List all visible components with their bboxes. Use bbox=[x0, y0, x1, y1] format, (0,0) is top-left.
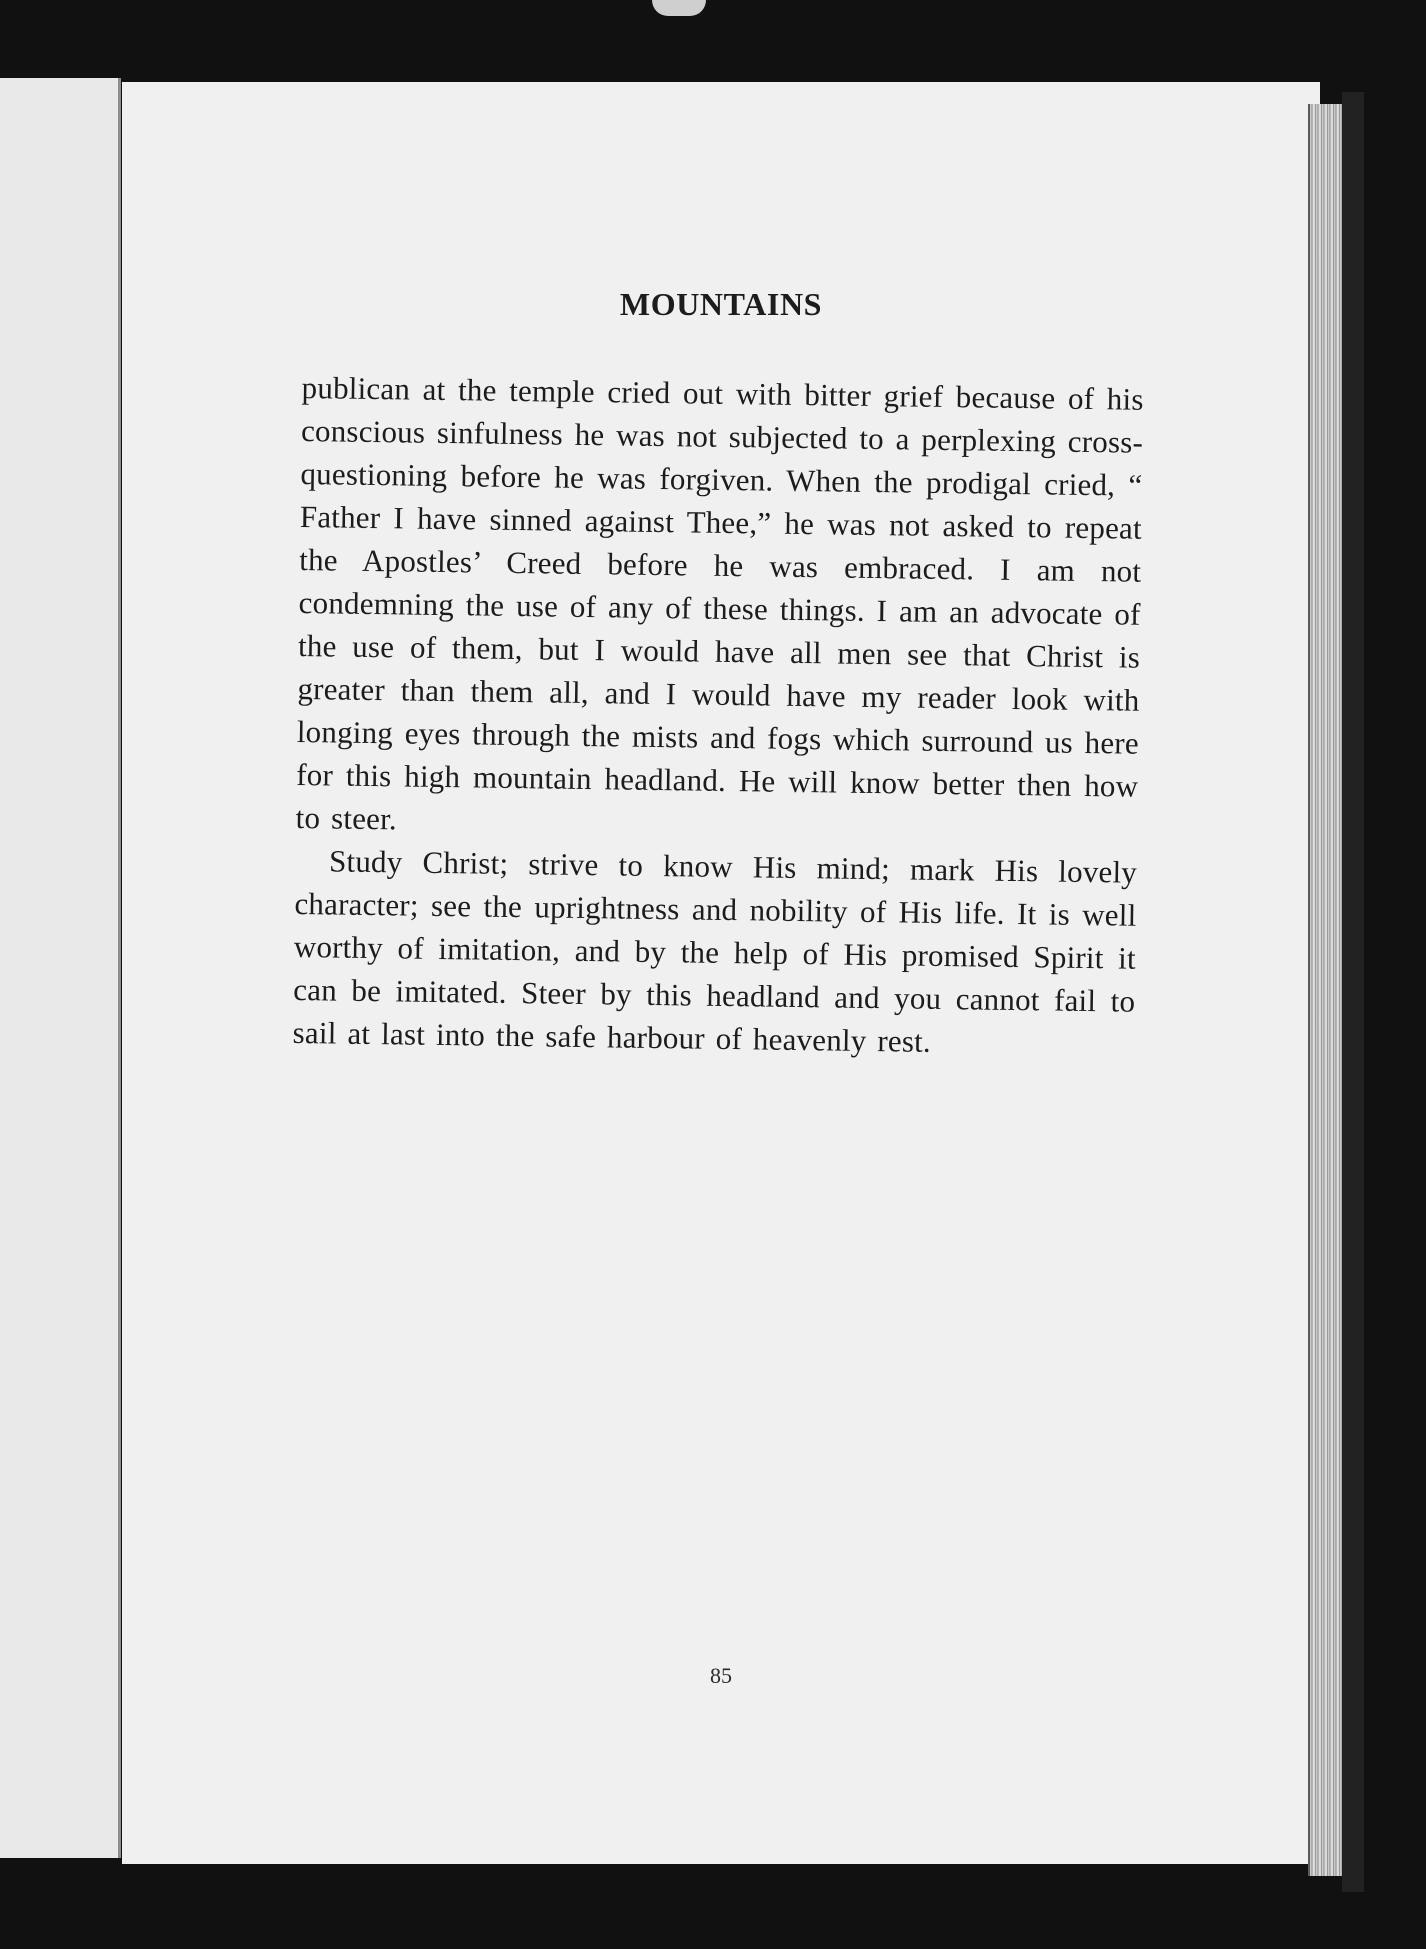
page-number: 85 bbox=[710, 1663, 732, 1688]
body-text bbox=[292, 366, 1144, 1066]
paragraph: Study Christ; strive to know His mind; mark His lovely character; see the uprightness and nobility of His life. It is well worthy of imitation, and by the help of His promised Spirit it can be imitated. Steer by this headland and you cannot fail to sail at last into the safe harbour of heavenly rest. bbox=[292, 843, 1138, 1059]
facing-page bbox=[0, 78, 121, 1858]
paragraph: publican at the temple cried out with bitter grief because of his conscious sinfulness he was not subjected to a perplexing cross-questioning before he was forgiven. When the prodigal cried, “ Father I have sinned against Thee,” he was not asked to repeat the Apostles’ Creed before he was embraced. I am not condemning the use of any of these things. I am an advocate of the use of them, but I would have all men see that Christ is greater than them all, and I would have my reader look with longing eyes through the mists and fogs which surround us here for this high mountain headland. He will know better then how to steer. bbox=[295, 369, 1144, 837]
running-head: MOUNTAINS bbox=[619, 286, 823, 322]
page-edges bbox=[1308, 104, 1344, 1876]
book-binding bbox=[1342, 92, 1364, 1892]
scan-artifact bbox=[652, 0, 706, 16]
